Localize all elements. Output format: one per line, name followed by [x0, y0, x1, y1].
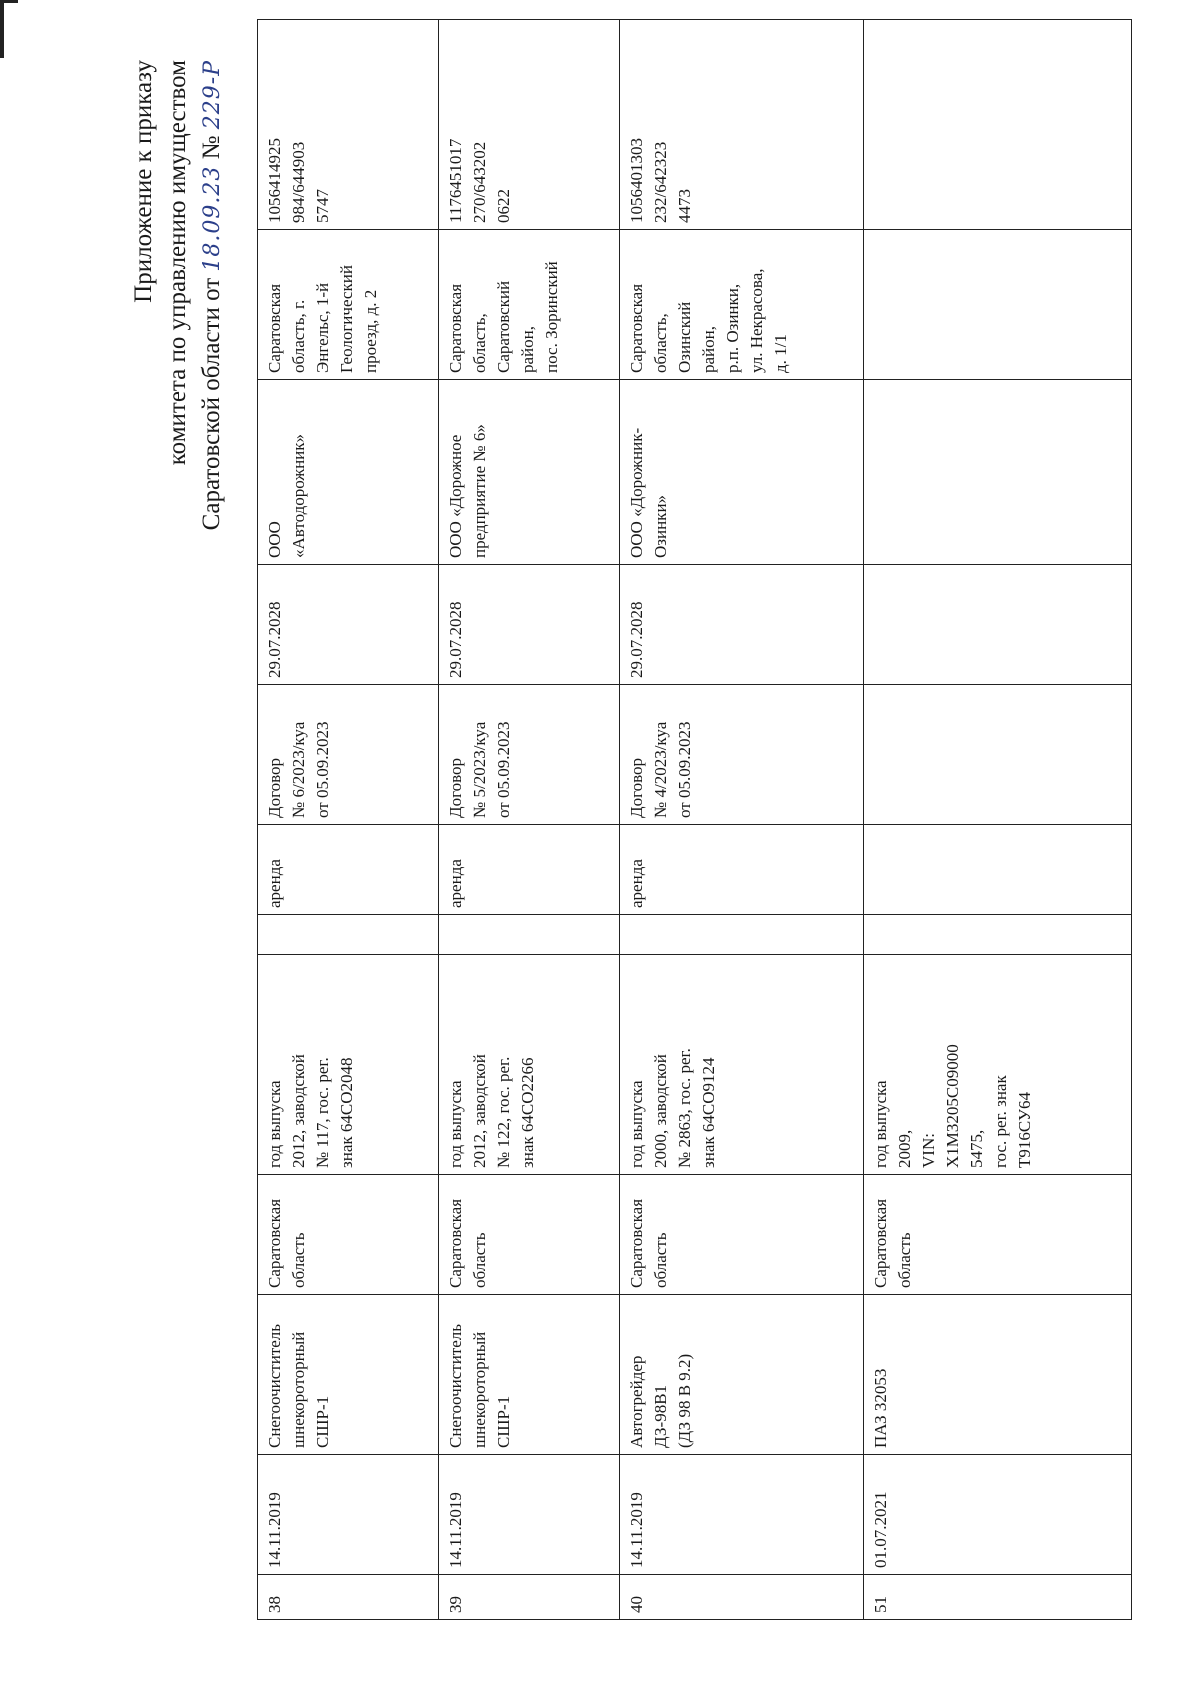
right-type-cell: [863, 825, 1131, 915]
empty-cell: [620, 915, 864, 955]
property-register-table: [257, 19, 1132, 1620]
right-type-cell: аренда: [620, 825, 864, 915]
ogrn-inn-cell: 1176451017 270/643202 0622: [439, 20, 620, 230]
handwritten-date: 18.09.23: [200, 165, 225, 272]
table-row: [620, 20, 864, 1620]
address-cell: Саратовская область, Озинский район, р.п. Озинки, ул. Некрасова, д. 1/1: [620, 230, 864, 380]
details-cell: год выпуска 2012, заводской № 117, гос. рег. знак 64СО2048: [258, 955, 439, 1175]
scan-corner-mark: [0, 0, 18, 58]
address-cell: Саратовская область, г. Энгельс, 1-й Геологический проезд, д. 2: [258, 230, 439, 380]
contract-cell: Договор № 6/2023/куа от 05.09.2023: [258, 685, 439, 825]
row-number-cell: 51: [863, 1575, 1131, 1620]
header-region: Саратовской области от: [198, 277, 225, 531]
term-cell: 29.07.2028: [258, 565, 439, 685]
right-type-cell: аренда: [258, 825, 439, 915]
row-number-cell: 40: [620, 1575, 864, 1620]
empty-cell: [863, 915, 1131, 955]
ogrn-inn-cell: [863, 20, 1131, 230]
details-cell: год выпуска 2012, заводской № 122, гос. рег. знак 64СО2266: [439, 955, 620, 1175]
empty-cell: [439, 915, 620, 955]
header-line-1: Приложение к приказу: [130, 60, 157, 303]
row-number-cell: 39: [439, 1575, 620, 1620]
contract-cell: [863, 685, 1131, 825]
table-row: [439, 20, 620, 1620]
location-cell: Саратовская область: [620, 1175, 864, 1295]
object-name-cell: Автогрейдер ДЗ-98В1 (ДЗ 98 В 9.2): [620, 1295, 864, 1455]
holder-cell: ООО «Дорожное предприятие № 6»: [439, 380, 620, 565]
table-row: [258, 20, 439, 1620]
date-cell: 14.11.2019: [620, 1455, 864, 1575]
document-header: [127, 60, 230, 1060]
table-row: [863, 20, 1131, 1620]
object-name-cell: ПАЗ 32053: [863, 1295, 1131, 1455]
location-cell: Саратовская область: [258, 1175, 439, 1295]
header-line-2: комитета по управлению имуществом: [164, 60, 191, 466]
date-cell: 01.07.2021: [863, 1455, 1131, 1575]
holder-cell: [863, 380, 1131, 565]
location-cell: Саратовская область: [439, 1175, 620, 1295]
right-type-cell: аренда: [439, 825, 620, 915]
holder-cell: ООО «Автодорожник»: [258, 380, 439, 565]
address-cell: Саратовская область, Саратовский район, пос. Зоринский: [439, 230, 620, 380]
details-cell: год выпуска 2009, VIN: X1M3205C09000 5475, гос. рег. знак Т916СУ64: [863, 955, 1131, 1175]
rotated-page: [87, 20, 1157, 1620]
date-cell: 14.11.2019: [439, 1455, 620, 1575]
header-line-3: [195, 60, 230, 1060]
location-cell: Саратовская область: [863, 1175, 1131, 1295]
number-sign: №: [198, 135, 225, 160]
ogrn-inn-cell: 1056401303 232/642323 4473: [620, 20, 864, 230]
contract-cell: Договор № 5/2023/куа от 05.09.2023: [439, 685, 620, 825]
empty-cell: [258, 915, 439, 955]
term-cell: 29.07.2028: [620, 565, 864, 685]
address-cell: [863, 230, 1131, 380]
details-cell: год выпуска 2000, заводской № 2863, гос. рег. знак 64СО9124: [620, 955, 864, 1175]
handwritten-number: 229-Р: [200, 60, 225, 130]
object-name-cell: Снегоочиститель шнекороторный СШР-1: [439, 1295, 620, 1455]
term-cell: 29.07.2028: [439, 565, 620, 685]
term-cell: [863, 565, 1131, 685]
ogrn-inn-cell: 1056414925 984/644903 5747: [258, 20, 439, 230]
date-cell: 14.11.2019: [258, 1455, 439, 1575]
contract-cell: Договор № 4/2023/куа от 05.09.2023: [620, 685, 864, 825]
row-number-cell: 38: [258, 1575, 439, 1620]
object-name-cell: Снегоочиститель шнекороторный СШР-1: [258, 1295, 439, 1455]
holder-cell: ООО «Дорожник- Озинки»: [620, 380, 864, 565]
